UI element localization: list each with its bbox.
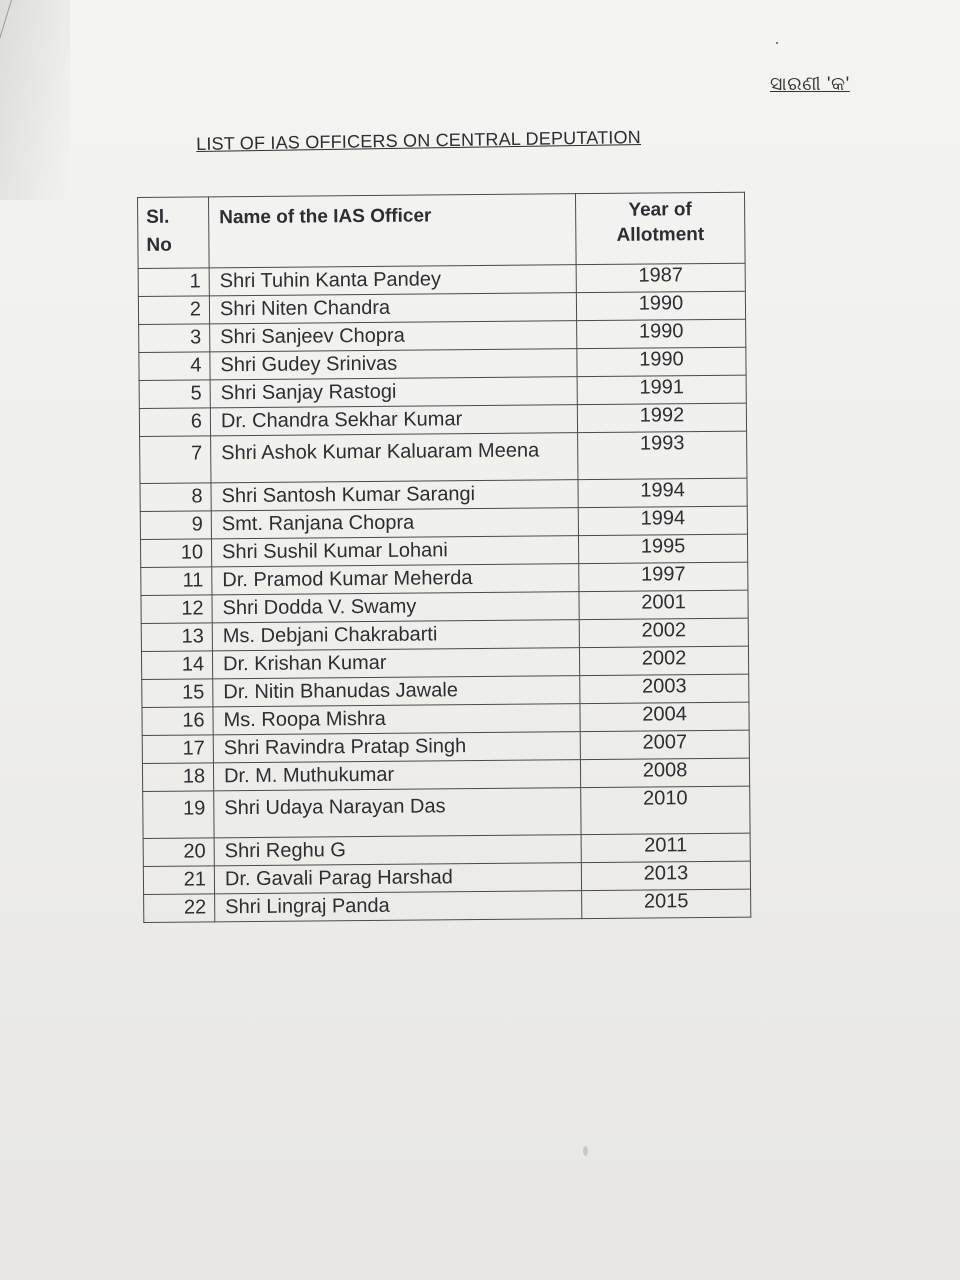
row-sl-no: 14 <box>141 651 212 680</box>
row-allotment-year: 1987 <box>576 263 745 292</box>
table-row <box>140 431 747 483</box>
row-sl-no: 8 <box>140 483 211 512</box>
row-officer-name: Shri Dodda V. Swamy <box>212 592 579 623</box>
row-officer-name: Dr. M. Muthukumar <box>213 760 580 791</box>
row-officer-name: Smt. Ranjana Chopra <box>211 508 578 539</box>
officers-table-wrapper <box>137 192 765 923</box>
row-sl-no: 9 <box>140 511 211 540</box>
row-allotment-year: 1990 <box>577 347 746 376</box>
row-allotment-year: 2013 <box>581 861 750 890</box>
row-allotment-year: 1994 <box>578 506 747 535</box>
header-officer-name: Name of the IAS Officer <box>209 194 577 268</box>
row-officer-name: Shri Niten Chandra <box>209 293 576 324</box>
row-sl-no: 1 <box>138 268 209 297</box>
row-sl-no: 13 <box>141 623 212 652</box>
row-sl-no: 22 <box>144 894 215 923</box>
row-allotment-year: 2011 <box>581 833 750 862</box>
paper-fold-shadow <box>0 0 70 200</box>
row-allotment-year: 1991 <box>577 375 746 404</box>
row-sl-no: 7 <box>140 436 211 484</box>
row-officer-name: Shri Reghu G <box>214 835 581 866</box>
row-officer-name: Shri Sushil Kumar Lohani <box>211 536 578 567</box>
row-officer-name: Dr. Pramod Kumar Meherda <box>212 564 579 595</box>
row-officer-name: Ms. Debjani Chakrabarti <box>212 620 579 651</box>
row-allotment-year: 2008 <box>580 758 749 787</box>
row-sl-no: 4 <box>139 352 210 381</box>
row-officer-name: Shri Ravindra Pratap Singh <box>213 732 580 763</box>
header-year-line1: Year of <box>628 199 692 221</box>
row-allotment-year: 2010 <box>581 786 750 834</box>
paper-smudge <box>583 1146 588 1156</box>
table-row <box>144 889 751 922</box>
table-body <box>138 263 751 922</box>
row-sl-no: 20 <box>143 838 214 867</box>
row-officer-name: Dr. Krishan Kumar <box>212 648 579 679</box>
ink-dot <box>776 42 778 44</box>
row-sl-no: 18 <box>142 763 213 792</box>
row-sl-no: 6 <box>139 408 210 437</box>
header-year-line2: Allotment <box>616 224 705 246</box>
row-allotment-year: 1994 <box>578 478 747 507</box>
row-officer-name: Shri Udaya Narayan Das <box>214 788 581 838</box>
table-row <box>143 786 750 838</box>
row-officer-name: Shri Lingraj Panda <box>215 891 582 922</box>
row-officer-name: Dr. Gavali Parag Harshad <box>214 863 581 894</box>
row-officer-name: Shri Santosh Kumar Sarangi <box>211 480 578 511</box>
row-allotment-year: 1995 <box>578 534 747 563</box>
row-allotment-year: 1990 <box>576 291 745 320</box>
row-sl-no: 5 <box>139 380 210 409</box>
row-allotment-year: 2001 <box>579 590 748 619</box>
annexure-label: ସାରଣୀ 'କ' <box>770 74 850 95</box>
row-allotment-year: 1990 <box>577 319 746 348</box>
row-officer-name: Shri Tuhin Kanta Pandey <box>209 265 576 296</box>
row-officer-name: Shri Gudey Srinivas <box>210 349 577 380</box>
row-sl-no: 21 <box>143 866 214 895</box>
row-sl-no: 2 <box>138 296 209 325</box>
document-title: LIST OF IAS OFFICERS ON CENTRAL DEPUTATION <box>196 127 642 154</box>
row-sl-no: 11 <box>141 567 212 596</box>
row-officer-name: Shri Sanjay Rastogi <box>210 377 577 408</box>
row-sl-no: 3 <box>139 324 210 353</box>
row-allotment-year: 2004 <box>580 702 749 731</box>
row-allotment-year: 2002 <box>579 646 748 675</box>
row-sl-no: 12 <box>141 595 212 624</box>
row-allotment-year: 2003 <box>580 674 749 703</box>
row-officer-name: Shri Sanjeev Chopra <box>210 321 577 352</box>
table-header-row <box>138 192 746 268</box>
row-allotment-year: 2002 <box>579 618 748 647</box>
header-year-allotment <box>575 192 745 264</box>
row-allotment-year: 1997 <box>579 562 748 591</box>
row-allotment-year: 2007 <box>580 730 749 759</box>
row-allotment-year: 2015 <box>582 889 751 918</box>
header-sl-line2: No <box>146 234 172 256</box>
row-sl-no: 16 <box>142 707 213 736</box>
row-sl-no: 19 <box>143 791 214 839</box>
row-officer-name: Dr. Nitin Bhanudas Jawale <box>213 676 580 707</box>
row-allotment-year: 1993 <box>578 431 747 479</box>
row-officer-name: Ms. Roopa Mishra <box>213 704 580 735</box>
officers-table <box>137 192 751 923</box>
row-sl-no: 10 <box>140 539 211 568</box>
row-officer-name: Shri Ashok Kumar Kaluaram Meena <box>211 433 578 483</box>
row-sl-no: 15 <box>142 679 213 708</box>
header-sl-line1: Sl. <box>146 206 170 228</box>
row-allotment-year: 1992 <box>577 403 746 432</box>
row-sl-no: 17 <box>142 735 213 764</box>
row-officer-name: Dr. Chandra Sekhar Kumar <box>210 405 577 436</box>
header-sl-no <box>138 197 210 269</box>
